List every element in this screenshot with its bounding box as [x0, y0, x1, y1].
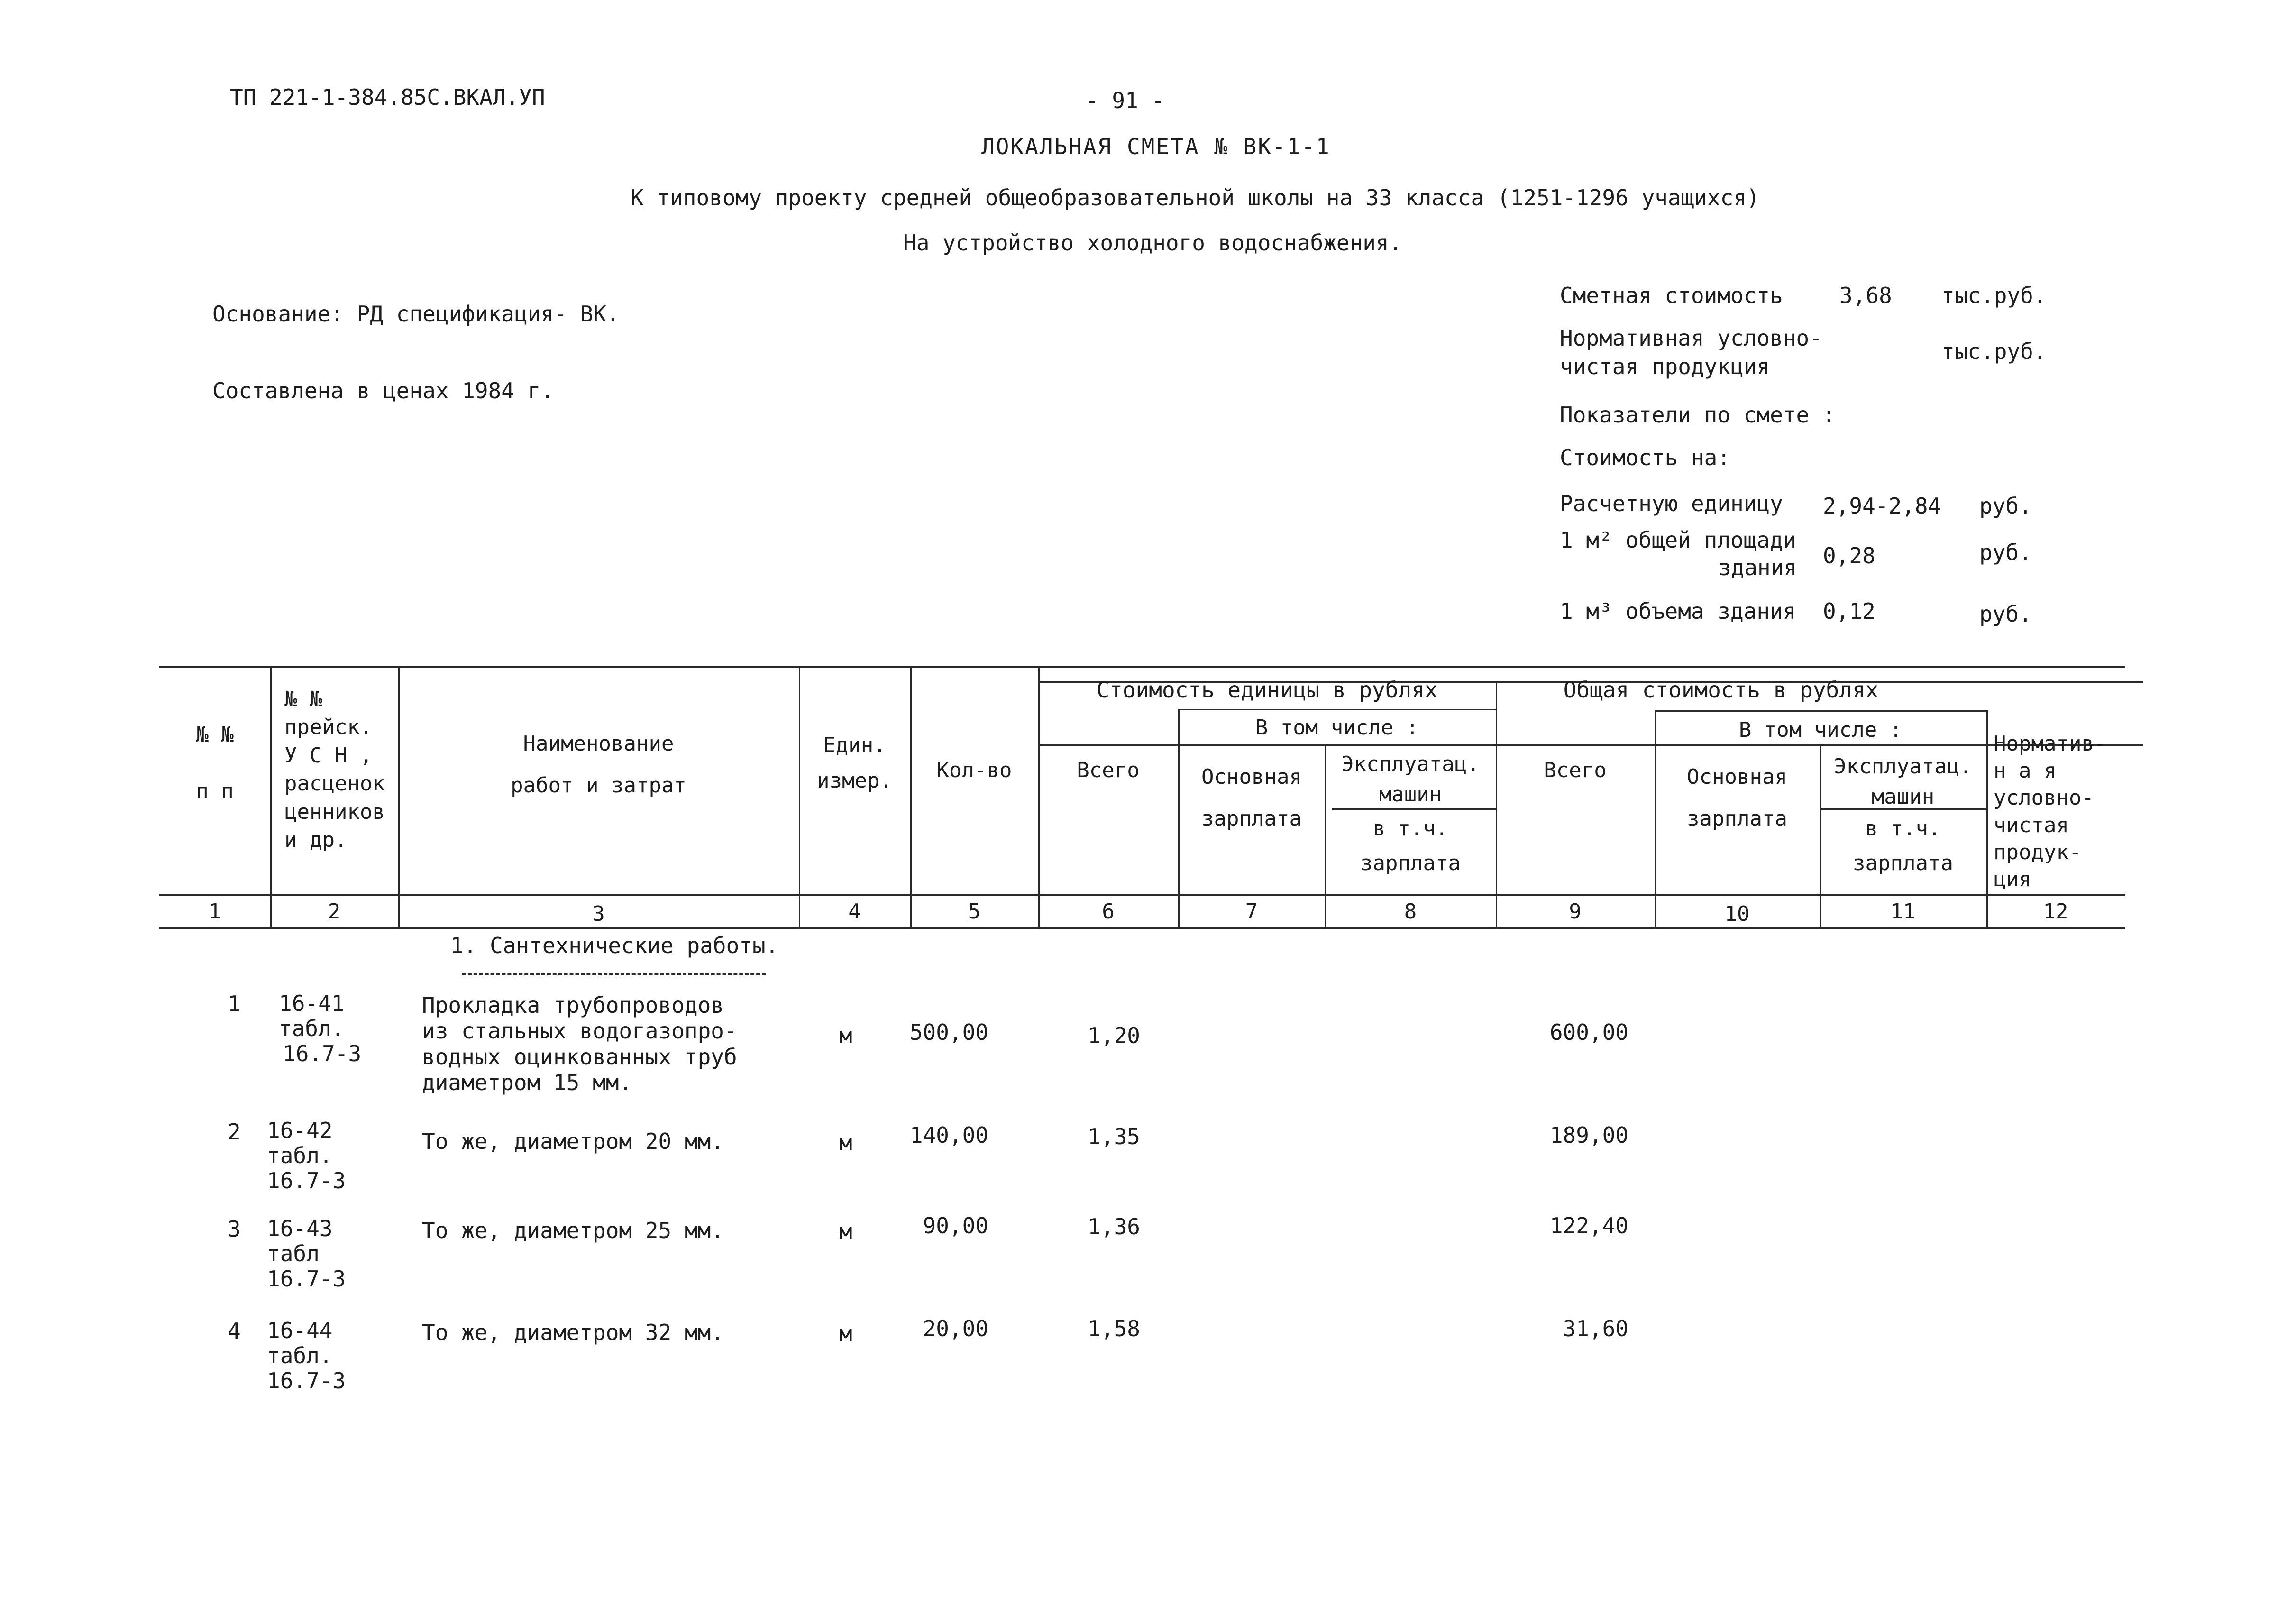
norm-production-label: Нормативная условно-: [1560, 325, 1822, 351]
header-unit-total: Всего: [1077, 758, 1140, 782]
row-number: 1: [228, 991, 241, 1017]
cost-per-label: Стоимость на:: [1560, 445, 1731, 470]
area-cost-unit: руб.: [1979, 540, 2032, 565]
indicators-label: Показатели по смете :: [1560, 402, 1836, 428]
header-total-machines-wage: в т.ч. зарплата: [1853, 817, 1953, 875]
volume-cost-unit: руб.: [1979, 601, 2032, 627]
col-number: 5: [968, 899, 981, 924]
row-unit: м: [839, 1219, 852, 1244]
document-title: ЛОКАЛЬНАЯ СМЕТА № ВК-1-1: [981, 134, 1331, 159]
col-number: 4: [848, 899, 861, 924]
row-number: 4: [228, 1318, 241, 1344]
row-qty: 20,00: [923, 1316, 988, 1341]
work-description: На устройство холодного водоснабжения.: [903, 230, 1402, 256]
unit-cost-subgroup-rule: [1178, 709, 1496, 710]
header-qty: Кол-во: [936, 758, 1012, 782]
row-ref: 16-43 табл 16.7-3: [267, 1216, 346, 1292]
header-total-basic: Основная зарплата: [1687, 765, 1787, 831]
estimated-cost-label: Сметная стоимость: [1560, 283, 1783, 308]
row-name: То же, диаметром 20 мм.: [422, 1129, 724, 1154]
row-ref: 16-44 табл. 16.7-3: [267, 1318, 346, 1394]
header-total-machines: Эксплуатац. машин: [1834, 754, 1972, 809]
row-name: То же, диаметром 25 мм.: [422, 1218, 724, 1243]
header-unit-machines-wage: в т.ч. зарплата: [1360, 817, 1461, 875]
col-number: 7: [1245, 899, 1258, 924]
row-total: 31,60: [1563, 1316, 1628, 1341]
header-unit-basic: Основная зарплата: [1201, 765, 1302, 831]
header-total-incl: В том числе :: [1738, 718, 1903, 742]
col-number: 2: [328, 899, 341, 924]
header-unit-incl: В том числе :: [1255, 716, 1419, 740]
row-total: 122,40: [1549, 1213, 1628, 1239]
table-top-border: [159, 666, 2125, 668]
row-ref: 16-42 табл. 16.7-3: [267, 1118, 346, 1193]
row-unit-price: 1,35: [1088, 1124, 1140, 1149]
row-unit: м: [839, 1130, 852, 1156]
document-code: ТП 221-1-384.85С.ВКАЛ.УП: [230, 84, 545, 110]
col-number: 10: [1724, 902, 1750, 926]
col-divider-5: [1038, 666, 1040, 927]
section-title-underline: [462, 973, 766, 975]
page-number: - 91 -: [1086, 88, 1165, 113]
col-number: 8: [1404, 899, 1417, 924]
header-norm-production: Норматив- н а я условно- чистая продук- ция: [1994, 732, 2107, 891]
header-unit-cost-group: Стоимость единицы в рублях: [1096, 677, 1438, 703]
col-number: 3: [592, 902, 605, 926]
row-unit-price: 1,20: [1088, 1023, 1140, 1048]
document-subtitle: К типовому проекту средней общеобразовательной школы на 33 класса (1251-1296 учащихся): [631, 185, 1760, 211]
row-name: Прокладка трубопроводов из стальных водогазопро- водных оцинкованных труб диаметром 15 мм.: [422, 992, 737, 1095]
volume-cost-label: 1 м³ объема здания: [1560, 598, 1796, 624]
calc-unit-unit: руб.: [1979, 493, 2032, 519]
header-ref: № № прейск. У С Н , расценок ценников и др.: [284, 687, 385, 852]
row-ref: 16-41 табл. 16.7-3: [279, 991, 362, 1066]
col-number: 1: [208, 899, 221, 924]
row-unit: м: [839, 1321, 852, 1346]
row-unit: м: [839, 1023, 852, 1048]
row-qty: 140,00: [909, 1122, 988, 1148]
col-divider-11: [1986, 710, 1988, 927]
header-unit-machines: Эксплуатац. машин: [1341, 752, 1480, 807]
col-divider-8: [1496, 681, 1497, 927]
area-cost-label-2: здания: [1718, 555, 1797, 580]
row-total: 189,00: [1549, 1122, 1628, 1148]
norm-production-label-2: чистая продукция: [1560, 354, 1770, 379]
estimated-cost-unit: тыс.руб.: [1941, 283, 2047, 308]
header-unit: Един. измер.: [817, 733, 892, 793]
header-total-cost-group: Общая стоимость в рублях: [1563, 677, 1879, 703]
header-name: Наименование работ и затрат: [511, 732, 686, 798]
col-divider-4: [910, 666, 912, 927]
area-cost-label: 1 м² общей площади: [1560, 527, 1796, 553]
col-number: 12: [2043, 899, 2068, 924]
header-total-total: Всего: [1544, 758, 1607, 782]
calc-unit-value: 2,94-2,84: [1823, 493, 1941, 519]
norm-production-unit: тыс.руб.: [1941, 339, 2047, 364]
row-unit-price: 1,36: [1088, 1214, 1140, 1239]
header-bottom-border: [159, 894, 2125, 896]
row-total: 600,00: [1549, 1019, 1628, 1045]
col-number: 6: [1102, 899, 1115, 924]
calc-unit-label: Расчетную единицу: [1560, 491, 1783, 516]
estimated-cost-value: 3,68: [1839, 283, 1892, 308]
section-title: 1. Сантехнические работы.: [450, 933, 779, 958]
subgroup-rule-2: [1038, 744, 2143, 746]
basis-text: Основание: РД спецификация- ВК.: [212, 301, 620, 327]
row-qty: 500,00: [909, 1019, 988, 1045]
volume-cost-value: 0,12: [1823, 598, 1875, 624]
row-unit-price: 1,58: [1088, 1316, 1140, 1341]
prices-text: Составлена в ценах 1984 г.: [212, 378, 554, 404]
total-cost-subgroup-rule: [1655, 710, 1986, 712]
row-qty: 90,00: [923, 1213, 988, 1239]
header-num: № № п п: [196, 723, 234, 803]
area-cost-value: 0,28: [1823, 543, 1875, 569]
row-name: То же, диаметром 32 мм.: [422, 1320, 724, 1345]
row-number: 2: [228, 1119, 241, 1145]
col-number: 11: [1890, 899, 1916, 924]
row-number: 3: [228, 1216, 241, 1242]
col-number: 9: [1569, 899, 1582, 924]
